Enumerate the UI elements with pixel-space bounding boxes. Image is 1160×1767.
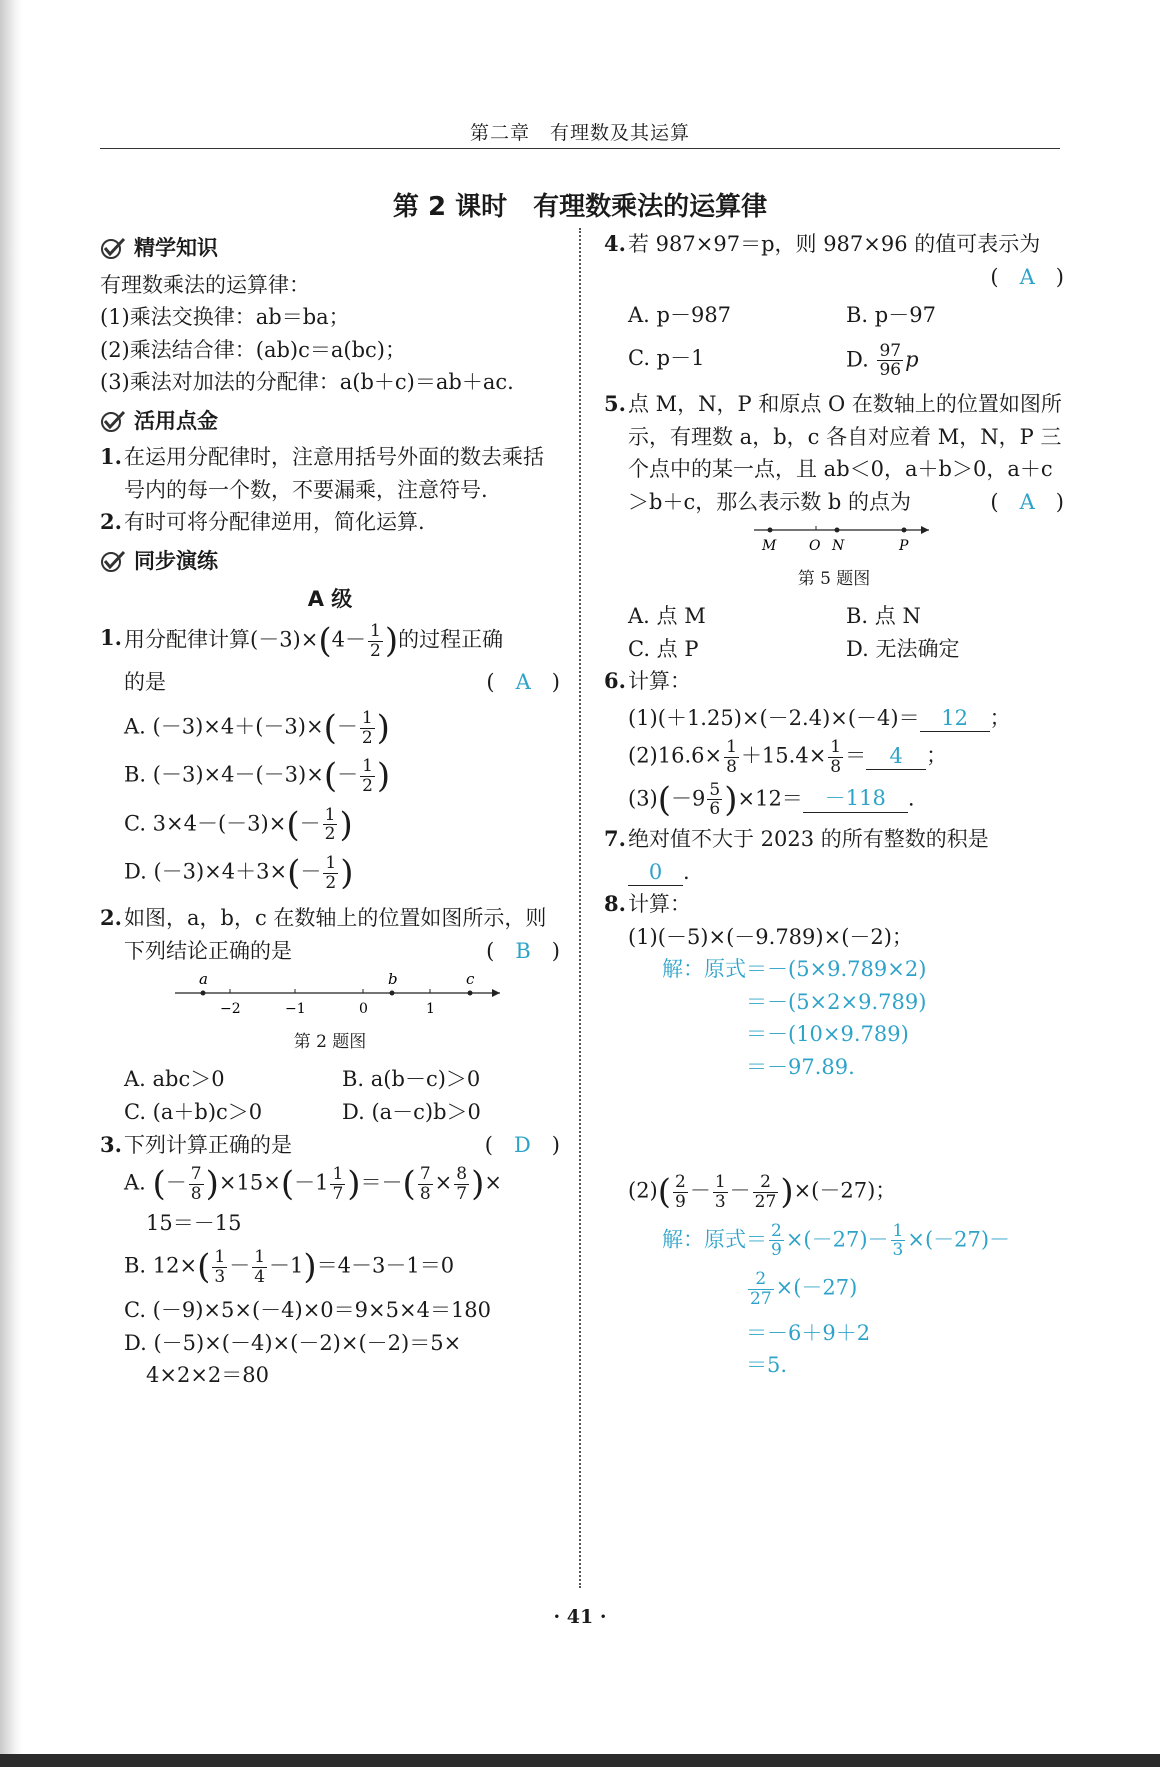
q8-solution-2: 解：原式＝ $\frac{2}{9}$ ×(－27)－ $\frac{1}{3}$ ×(－27)－ $\frac{2}{27}$ ×(－27) ＝－6＋9＋2 ＝5. [604,1222,1064,1382]
q7-answer-line: 0 . [604,856,1064,889]
q5-option-a: A. 点 M [628,604,706,629]
question-8: 8. 计算： [604,891,691,917]
figure-2-caption: 第 2 题图 [293,1032,367,1053]
column-divider [579,228,581,1588]
q6-answer-2: 4 [866,744,926,770]
q3-option-d-cont: 4×2×2＝80 [146,1363,269,1388]
answer-3: D [513,1132,531,1157]
question-6: 6. 计算： [604,668,691,694]
label-b: b [388,969,398,988]
answer-5: A [1019,489,1035,514]
q3-option-c: C. (－9)×5×(－4)×0＝9×5×4＝180 [124,1298,492,1323]
question-5: 5. 点 M，N，P 和原点 O 在数轴上的位置如图所示，有理数 a，b，c 各自对应着 M，N，P 三个点中的某一点，且 ab＜0，a＋b＞0，a＋c＞b＋c，那么表示数 b 的点为 ( A ) [604,391,1064,514]
label-m: M [762,538,777,555]
question-4: 4. 若 987×97＝p，则 987×96 的值可表示为 [604,231,1041,256]
tip-2: 2. 有时可将分配律逆用，简化运算. [100,509,425,535]
chapter-header: 第二章 有理数及其运算 [469,122,690,144]
number-line-figure-2 [100,968,560,1018]
q3-option-a: A. (－ $\frac{7}{8}$ )×15×(－1 $\frac{1}{7}$ )＝－( $\frac{7}{8}$ × $\frac{8}{7}$ )× [124,1164,502,1205]
question-3: 3. 下列计算正确的是 ( D ) [100,1131,560,1157]
q4-options [604,299,1064,380]
label-n: N [832,538,845,555]
section-heading-tips: 活用点金 [100,405,560,438]
figure-5-caption: 第 5 题图 [797,568,871,589]
q8-part-1: (1)(－5)×(－9.789)×(－2)； [628,924,913,949]
q5-options [604,600,1064,665]
q4-option-b: B. p－97 [846,303,936,328]
law-commutative: (1)乘法交换律：ab＝ba； [100,305,350,330]
q4-answer-line: ( A ) [990,264,1064,289]
page-edge-shadow [0,0,22,1767]
solution-1-line-1: 解：原式＝－(5×9.789×2) [662,957,927,982]
question-1: 1. 用分配律计算(－3)×(4－ $\frac{1}{2}$ )的过程正确 [100,621,504,662]
q2-option-c: C. (a＋b)c＞0 [124,1099,263,1124]
label-a: a [199,969,208,988]
tick-neg2: −2 [220,1000,241,1017]
q6-part-1: (1)(＋1.25)×(－2.4)×(－4)＝ 12 ； [604,702,1064,735]
law-distributive: (3)乘法对加法的分配律：a(b＋c)＝ab＋ac. [100,370,514,395]
answer-7: 0 [628,860,683,886]
check-icon [100,549,126,573]
q5-option-b: B. 点 N [846,604,921,629]
left-column [100,230,560,1392]
q8-solution-1 [604,953,1064,1083]
answer-1: A [515,670,531,695]
solution-1-line-3: ＝－(10×9.789) [746,1022,909,1047]
q2-option-b: B. a(b－c)＞0 [342,1067,481,1092]
tick-0: 0 [359,1000,368,1017]
section-heading-practice: 同步演练 [100,545,560,578]
question-2: 2. 如图，a，b，c 在数轴上的位置如图所示，则下列结论正确的是 ( B ) [100,905,560,963]
number-line-figure-5 [604,518,1064,554]
q2-option-a: A. abc＞0 [124,1067,225,1092]
solution-2-line-3: ＝－6＋9＋2 [746,1320,871,1345]
page-number: · 41 · [553,1606,607,1628]
q4-option-a: A. p－987 [628,303,732,328]
label-c: c [466,969,475,988]
q1-option-b: B. (－3)×4－(－3)×(－ $\frac{1}{2}$ ) [124,756,391,797]
right-column [604,228,1064,1382]
level-a: A 级 [307,587,353,612]
tip-1: 1. 在运用分配律时，注意用括号外面的数去乘括号内的每一个数，不要漏乘，注意符号. [100,444,544,502]
header-rule [100,148,1060,149]
section-heading-knowledge: 精学知识 [100,232,560,265]
tick-neg1: −1 [285,1000,306,1017]
q1-option-a: A. (－3)×4＋(－3)×(－ $\frac{1}{2}$ ) [124,707,390,749]
q1-option-d: D. (－3)×4＋3×(－ $\frac{1}{2}$ ) [124,853,354,894]
answer-4: A [1019,264,1035,289]
q3-option-a-cont: 15＝－15 [146,1211,242,1236]
answer-2: B [515,938,531,963]
solution-1-line-4: ＝－97.89. [746,1054,855,1079]
check-icon [100,409,126,433]
tick-1: 1 [426,1000,435,1017]
q2-option-d: D. (a－c)b＞0 [342,1099,481,1124]
solution-1-line-2: ＝－(5×2×9.789) [746,989,927,1014]
q8-part-2: (2)( $\frac{2}{9}$ － $\frac{1}{3}$ － $\frac{2}{27}$ )×(－27)； [628,1172,897,1213]
q6-answer-3: －118 [803,786,908,812]
knowledge-intro: 有理数乘法的运算律： [100,272,310,297]
label-p: P [899,538,909,555]
lesson-title: 第 2 课时 有理数乘法的运算律 [392,192,768,222]
law-associative: (2)乘法结合律：(ab)c＝a(bc)； [100,337,406,362]
q3-option-b: B. 12×( $\frac{1}{3}$ － $\frac{1}{4}$ －1)＝4－3－1＝0 [124,1246,455,1288]
q1-option-c: C. 3×4－(－3)×(－ $\frac{1}{2}$ ) [124,804,353,845]
q6-answer-1: 12 [920,706,990,732]
q6-part-2: (2)16.6× $\frac{1}{8}$ ＋15.4× $\frac{1}{8}$ ＝ 4 ； [628,737,948,777]
q4-option-d: D. $\frac{97}{96}$ p [846,340,919,381]
check-icon [100,236,126,260]
q3-option-d: D. (－5)×(－4)×(－2)×(－2)＝5× [124,1330,462,1355]
q2-options [100,1063,560,1128]
question-1-line2: 的是 ( A ) [124,670,560,695]
q5-option-c: C. 点 P [628,636,699,661]
label-o: O [809,538,821,555]
solution-2-line-4: ＝5. [746,1353,788,1378]
q5-option-d: D. 无法确定 [846,636,960,661]
q4-option-c: C. p－1 [628,345,705,370]
question-7: 7. 绝对值不大于 2023 的所有整数的积是 [604,826,989,852]
q6-part-3: (3)(－9 $\frac{5}{6}$ )×12＝ －118 . [628,779,915,820]
bottom-bar [0,1754,1160,1767]
